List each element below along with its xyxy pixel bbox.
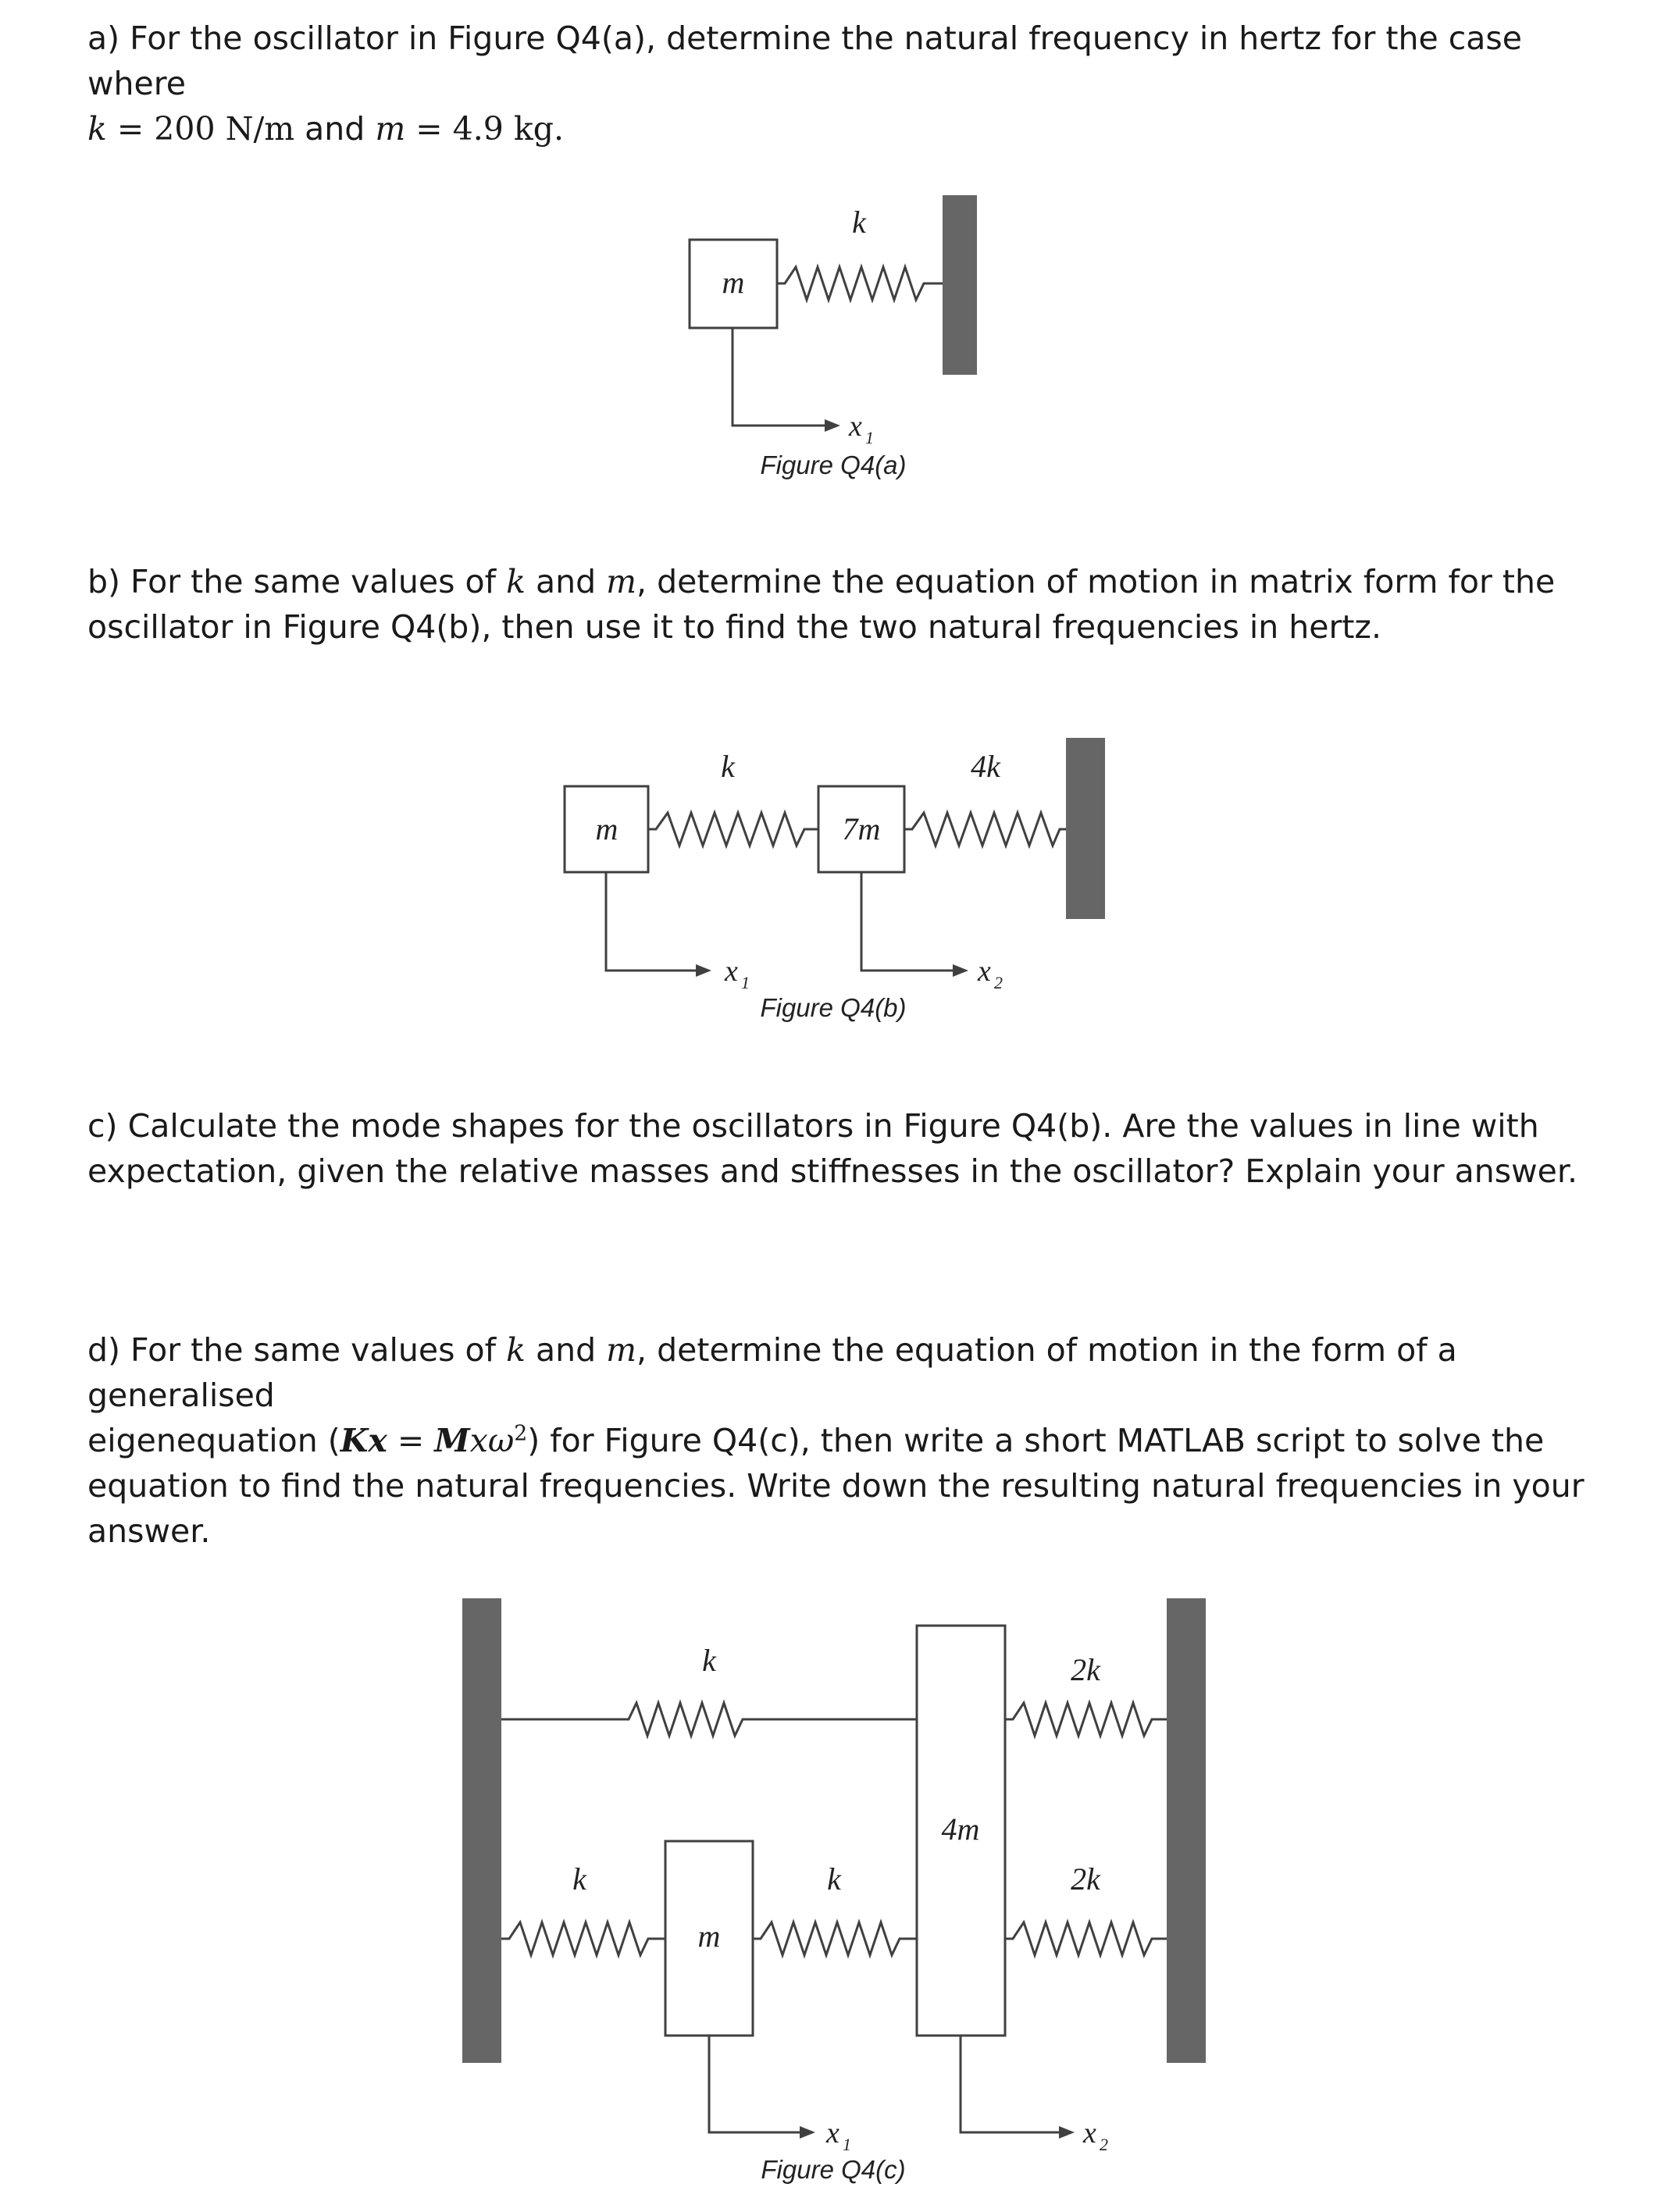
q4c-spring-left-label: k (572, 1861, 586, 1897)
q4b-spring-1-label: k (721, 749, 735, 784)
k-symbol: k (506, 563, 526, 600)
question-b-line-2: oscillator in Figure Q4(b), then use it to find the two natural frequencies in hertz. (87, 608, 1381, 646)
m-value: = 4.9 kg. (405, 110, 565, 148)
q4c-arrowhead-1 (800, 2126, 815, 2139)
q4b-caption: Figure Q4(b) (760, 993, 907, 1022)
q4c-displacement-line-2 (961, 2036, 1059, 2132)
q4c-displacement-line-1 (709, 2036, 800, 2132)
eq-omega: ω (487, 1422, 515, 1459)
question-c-line-1: c) Calculate the mode shapes for the oscillators in Figure Q4(b). Are the values in line with (87, 1107, 1539, 1145)
q4b-x1-subscript: 1 (741, 973, 750, 992)
q4b-x2-subscript: 2 (994, 973, 1003, 992)
question-b-text: b) For the same values of (87, 563, 507, 600)
question-a-line-1: a) For the oscillator in Figure Q4(a), determine the natural frequency in hertz for the case where (87, 20, 1522, 102)
question-d-text: and (525, 1331, 607, 1369)
q4c-x2-label: x (1083, 2117, 1096, 2150)
question-b-text: , determine the equation of motion in matrix form for the (636, 563, 1556, 600)
q4a-spring-label: k (852, 205, 866, 240)
q4c-x1-label: x (826, 2117, 839, 2150)
q4c-mass-large-label: 4m (941, 1811, 980, 1847)
q4b-spring-1 (648, 813, 818, 846)
q4a-displacement-line (733, 328, 825, 426)
q4b-displacement-line-2 (861, 872, 953, 971)
q4b-spring-2 (904, 813, 1066, 846)
q4c-arrowhead-2 (1059, 2126, 1075, 2139)
q4a-spring (777, 267, 943, 300)
m-symbol: m (606, 563, 637, 600)
q4c-wall-right (1167, 1598, 1206, 2063)
q4c-spring-middle (753, 1922, 917, 1955)
q4b-displacement-line-1 (606, 872, 696, 971)
q4c-x2-subscript: 2 (1100, 2135, 1108, 2154)
q4b-spring-2-label: 4k (971, 749, 1000, 784)
question-c-line-2: expectation, given the relative masses and stiffnesses in the oscillator? Explain your answer. (87, 1152, 1578, 1190)
q4b-arrowhead-2 (953, 964, 968, 977)
q4c-spring-right-top (1005, 1703, 1167, 1736)
q4a-x-subscript: 1 (865, 428, 874, 447)
m-symbol: m (606, 1331, 637, 1369)
q4b-arrowhead-1 (696, 964, 711, 977)
q4b-wall (1066, 738, 1105, 919)
q4c-spring-right-bottom-label: 2k (1071, 1861, 1100, 1897)
figure-q4a (690, 195, 977, 432)
figure-q4b (565, 738, 1105, 977)
q4c-spring-left (501, 1922, 665, 1955)
question-d-text: eigenequation ( (87, 1422, 340, 1459)
eq-x: x (469, 1422, 488, 1459)
q4a-caption: Figure Q4(a) (760, 451, 907, 479)
question-b-text: and (525, 563, 607, 600)
k-symbol: k (506, 1331, 526, 1369)
k-value: = 200 N/m (106, 110, 295, 148)
eq-m: M (434, 1422, 470, 1459)
q4c-spring-right-top-label: 2k (1071, 1652, 1100, 1687)
q4c-spring-right-bottom (1005, 1922, 1167, 1955)
q4b-x2-label: x (978, 955, 991, 988)
question-d-text: , determine the equation of motion in the form of a generalised (87, 1331, 1457, 1414)
q4c-spring-top (501, 1703, 917, 1736)
eq-equals: = (387, 1422, 435, 1459)
q4a-wall (943, 195, 977, 375)
q4c-x1-subscript: 1 (843, 2135, 851, 2154)
q4b-mass-1-label: m (595, 811, 618, 846)
q4c-caption: Figure Q4(c) (761, 2155, 906, 2184)
eq-kx: Kx (340, 1422, 387, 1459)
eq-superscript: 2 (514, 1421, 528, 1446)
q4a-mass-label: m (722, 265, 745, 300)
question-d-text: d) For the same values of (87, 1331, 507, 1369)
q4b-mass-2-label: 7m (842, 811, 881, 846)
and-word: and (294, 110, 376, 148)
q4a-x-label: x (849, 410, 862, 443)
q4c-spring-middle-label: k (827, 1861, 841, 1897)
q4c-mass-small-label: m (697, 1918, 721, 1954)
q4c-wall-left (462, 1598, 501, 2063)
question-d-text: ) for Figure Q4(c), then write a short MATLAB script to solve the (527, 1422, 1545, 1459)
m-symbol: m (375, 110, 406, 148)
q4c-spring-top-label: k (702, 1643, 716, 1678)
q4b-x1-label: x (725, 955, 738, 988)
q4a-arrowhead (825, 419, 840, 432)
k-symbol: k (87, 110, 107, 148)
question-d-line-4: answer. (87, 1512, 211, 1550)
question-d-line-3: equation to find the natural frequencies. Write down the resulting natural frequencies in your (87, 1467, 1584, 1505)
